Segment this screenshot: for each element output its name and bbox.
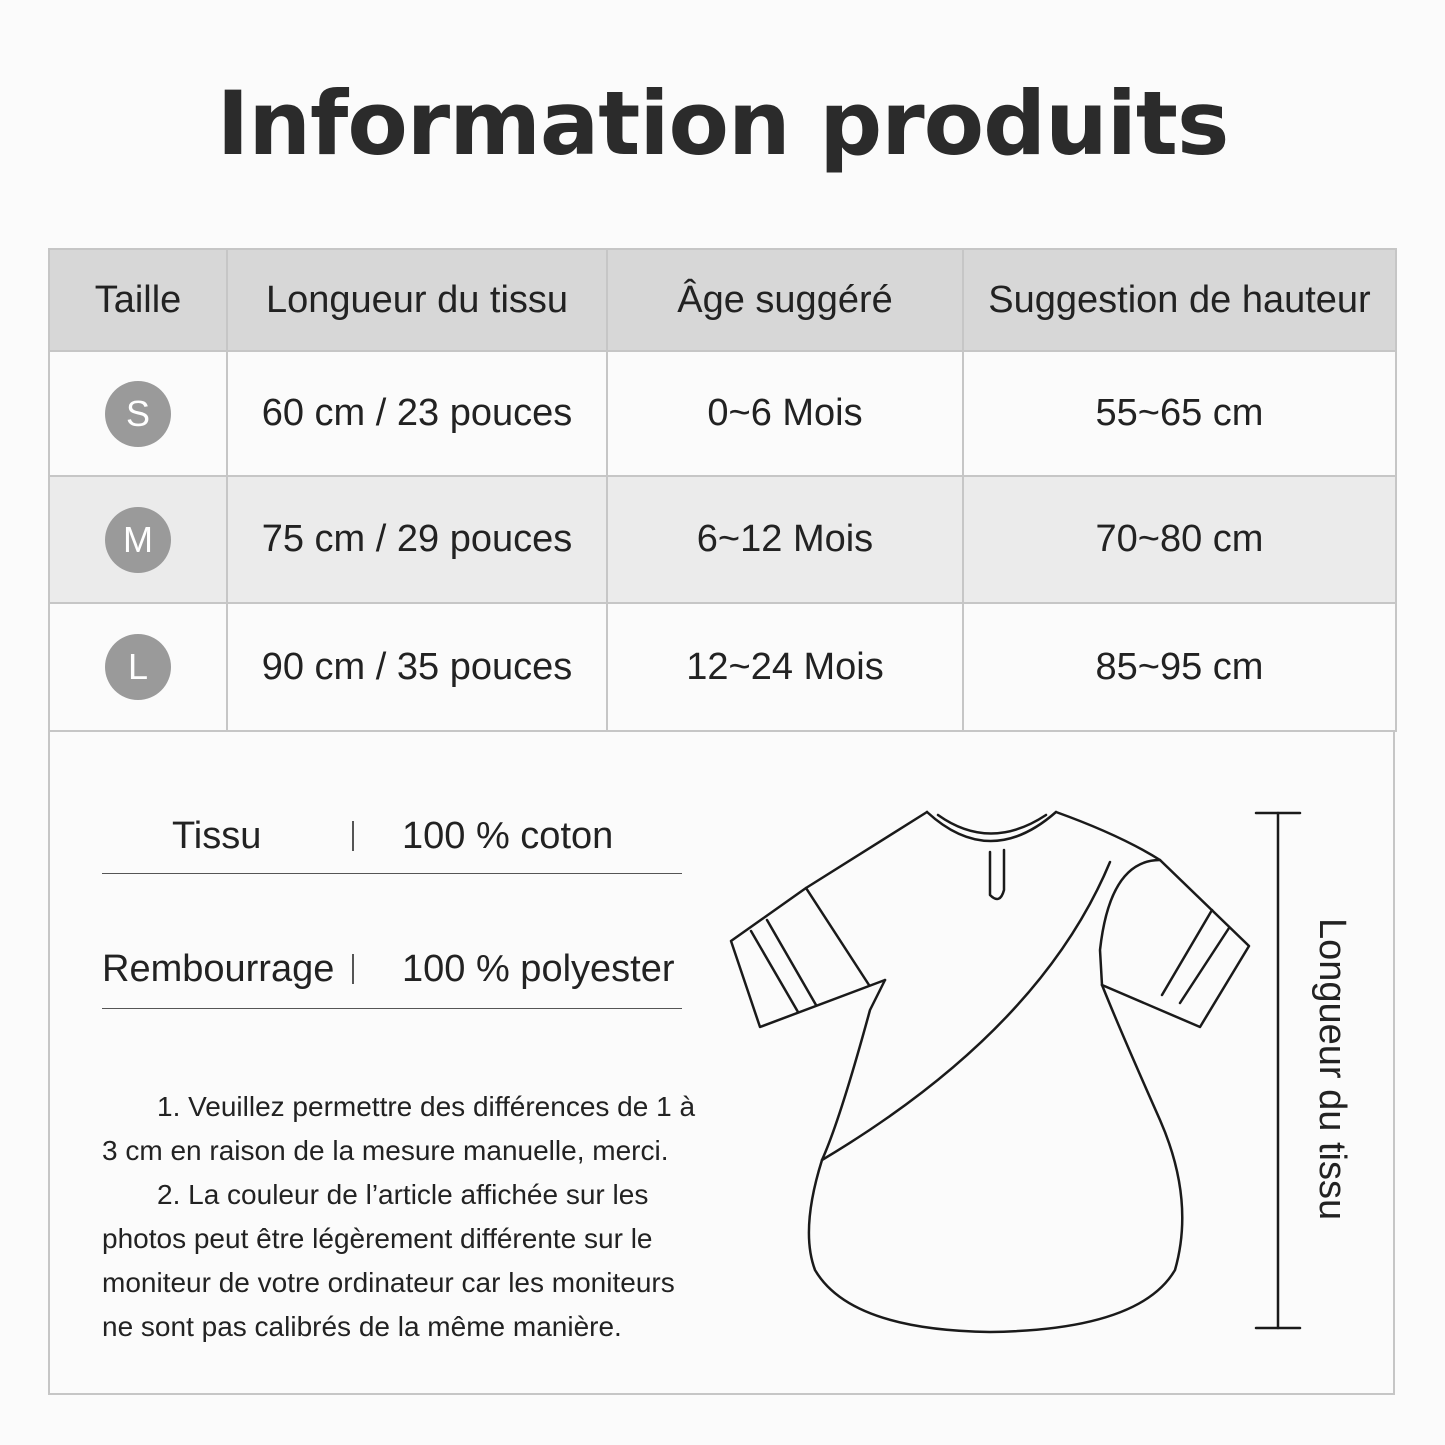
length-cell: 60 cm / 23 pouces bbox=[227, 351, 607, 476]
header-size: Taille bbox=[49, 249, 227, 351]
header-height: Suggestion de hauteur bbox=[963, 249, 1396, 351]
note-1: 1. Veuillez permettre des différences de 1 à 3 cm en raison de la mesure manuelle, merci. bbox=[102, 1091, 696, 1166]
size-badge: L bbox=[105, 634, 171, 700]
size-badge: S bbox=[105, 381, 171, 447]
height-cell: 85~95 cm bbox=[963, 603, 1396, 731]
header-age: Âge suggéré bbox=[607, 249, 963, 351]
height-cell: 70~80 cm bbox=[963, 476, 1396, 603]
age-cell: 0~6 Mois bbox=[607, 351, 963, 476]
length-cell: 75 cm / 29 pouces bbox=[227, 476, 607, 603]
size-badge: M bbox=[105, 507, 171, 573]
header-length: Longueur du tissu bbox=[227, 249, 607, 351]
spec-value: 100 % polyester bbox=[402, 948, 675, 990]
page-title: Information produits bbox=[216, 72, 1229, 175]
age-cell: 12~24 Mois bbox=[607, 603, 963, 731]
age-cell: 6~12 Mois bbox=[607, 476, 963, 603]
spec-label: Tissu bbox=[172, 815, 262, 857]
dimension-label: Longueur du tissu bbox=[1311, 918, 1353, 1221]
height-cell: 55~65 cm bbox=[963, 351, 1396, 476]
spec-value: 100 % coton bbox=[402, 815, 614, 857]
note-2: 2. La couleur de l’article affichée sur les photos peut être légèrement différente sur le moniteur de votre ordinateur car les moniteurs ne sont pas calibrés de la même manière. bbox=[102, 1179, 675, 1342]
length-cell: 90 cm / 35 pouces bbox=[227, 603, 607, 731]
spec-label: Rembourrage bbox=[102, 948, 335, 990]
